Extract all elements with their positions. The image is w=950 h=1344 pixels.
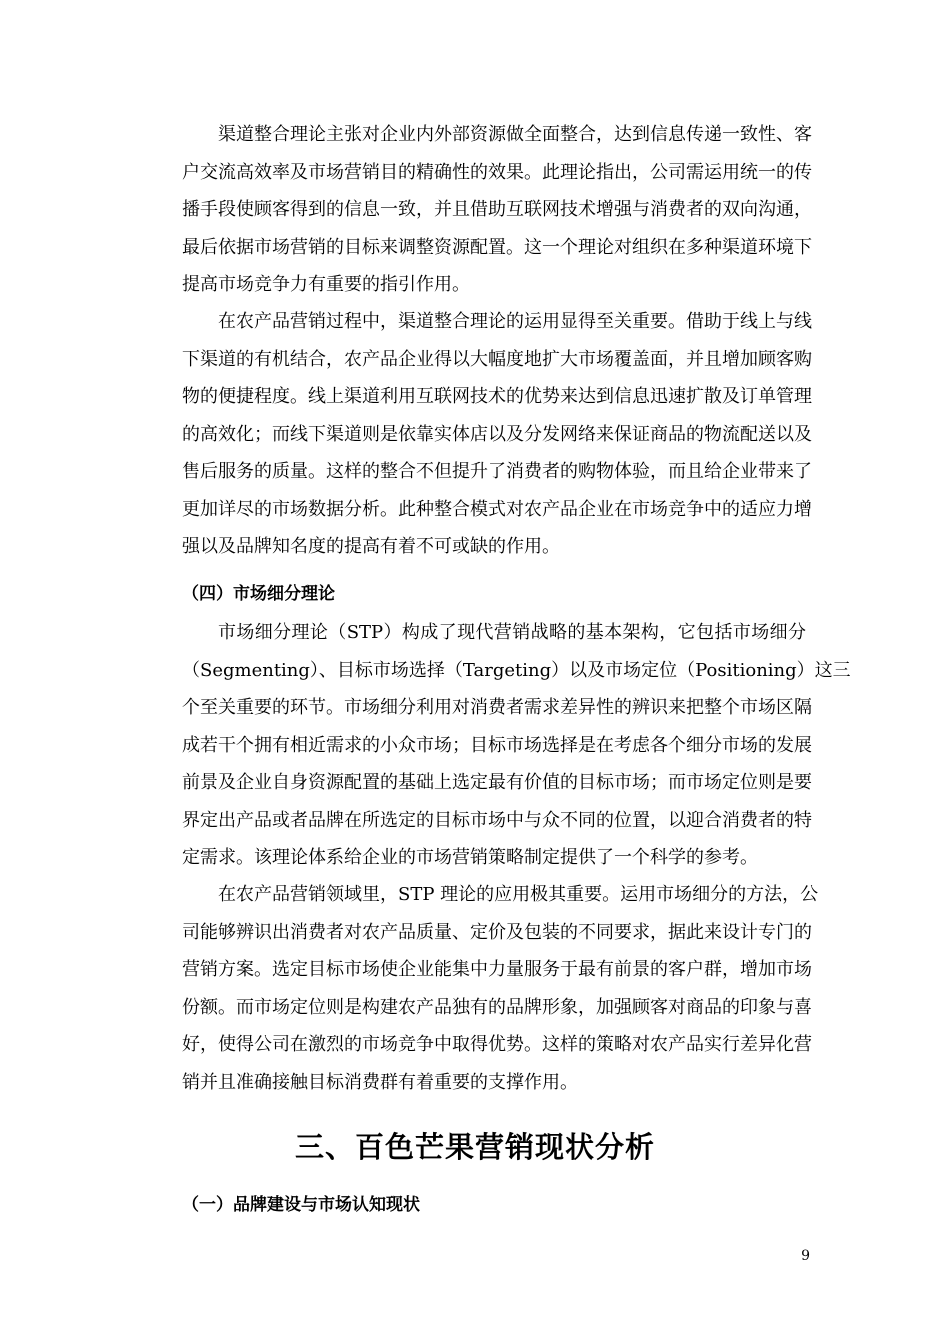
text-line: （Segmenting）、目标市场选择（Targeting）以及市场定位（Positioning）这三 [182, 659, 851, 681]
text-line: 个至关重要的环节。市场细分利用对消费者需求差异性的辨识来把整个市场区隔 [182, 697, 812, 718]
text-line: 下渠道的有机结合，农产品企业得以大幅度地扩大市场覆盖面，并且增加顾客购 [182, 348, 812, 370]
chapter-heading: 三、百色芒果营销现状分析 [294, 1130, 655, 1164]
text-line: 界定出产品或者品牌在所选定的目标市场中与众不同的位置，以迎合消费者的特 [182, 809, 812, 831]
text-line: 渠道整合理论主张对企业内外部资源做全面整合，达到信息传递一致性、客 [218, 124, 812, 145]
text-line: 市场细分理论（STP）构成了现代营销战略的基本架构，它包括市场细分 [218, 622, 806, 643]
text-line: 最后依据市场营销的目标来调整资源配置。这一个理论对组织在多种渠道环境下 [182, 236, 812, 258]
text-line: 前景及企业自身资源配置的基础上选定最有价值的目标市场；而市场定位则是要 [182, 772, 812, 793]
text-line: 提高市场竞争力有重要的指引作用。 [182, 274, 470, 295]
text-line: 在农产品营销领域里，STP 理论的应用极其重要。运用市场细分的方法，公 [218, 884, 819, 905]
text-line: 销并且准确接触目标消费群有着重要的支撑作用。 [182, 1071, 578, 1093]
text-line: 成若干个拥有相近需求的小众市场；目标市场选择是在考虑各个细分市场的发展 [182, 734, 812, 756]
text-line: 更加详尽的市场数据分析。此种整合模式对农产品企业在市场竞争中的适应力增 [182, 498, 812, 520]
text-line: 售后服务的质量。这样的整合不但提升了消费者的购物体验，而且给企业带来了 [182, 461, 812, 482]
text-line: 强以及品牌知名度的提高有着不可或缺的作用。 [182, 536, 560, 557]
text-line: 好，使得公司在激烈的市场竞争中取得优势。这样的策略对农产品实行差异化营 [182, 1034, 812, 1055]
paragraph-channel-integration-application [146, 303, 812, 566]
text-line: 在农产品营销过程中，渠道整合理论的运用显得至关重要。借助于线上与线 [218, 311, 812, 332]
text-line: 司能够辨识出消费者对农产品质量、定价及包装的不同要求，据此来设计专门的 [182, 921, 812, 943]
paragraph-stp-theory [146, 614, 851, 877]
section-heading-brand-building: （一）品牌建设与市场认知现状 [182, 1195, 420, 1215]
text-line: 定需求。该理论体系给企业的市场营销策略制定提供了一个科学的参考。 [182, 847, 758, 868]
text-line: 的高效化；而线下渠道则是依靠实体店以及分发网络来保证商品的物流配送以及 [182, 423, 812, 445]
paragraph-stp-application [146, 876, 819, 1101]
text-line: 营销方案。选定目标市场使企业能集中力量服务于最有前景的客户群，增加市场 [182, 959, 812, 980]
section-heading-market-segmentation: （四）市场细分理论 [182, 584, 335, 604]
paragraph-channel-integration [146, 116, 812, 304]
page-number: 9 [801, 1248, 810, 1264]
text-line: 播手段使顾客得到的信息一致，并且借助互联网技术增强与消费者的双向沟通， [182, 199, 812, 220]
text-line: 份额。而市场定位则是构建农产品独有的品牌形象，加强顾客对商品的印象与喜 [182, 996, 812, 1018]
text-line: 物的便捷程度。线上渠道利用互联网技术的优势来达到信息迅速扩散及订单管理 [182, 386, 812, 407]
text-line: 户交流高效率及市场营销目的精确性的效果。此理论指出，公司需运用统一的传 [182, 161, 812, 183]
